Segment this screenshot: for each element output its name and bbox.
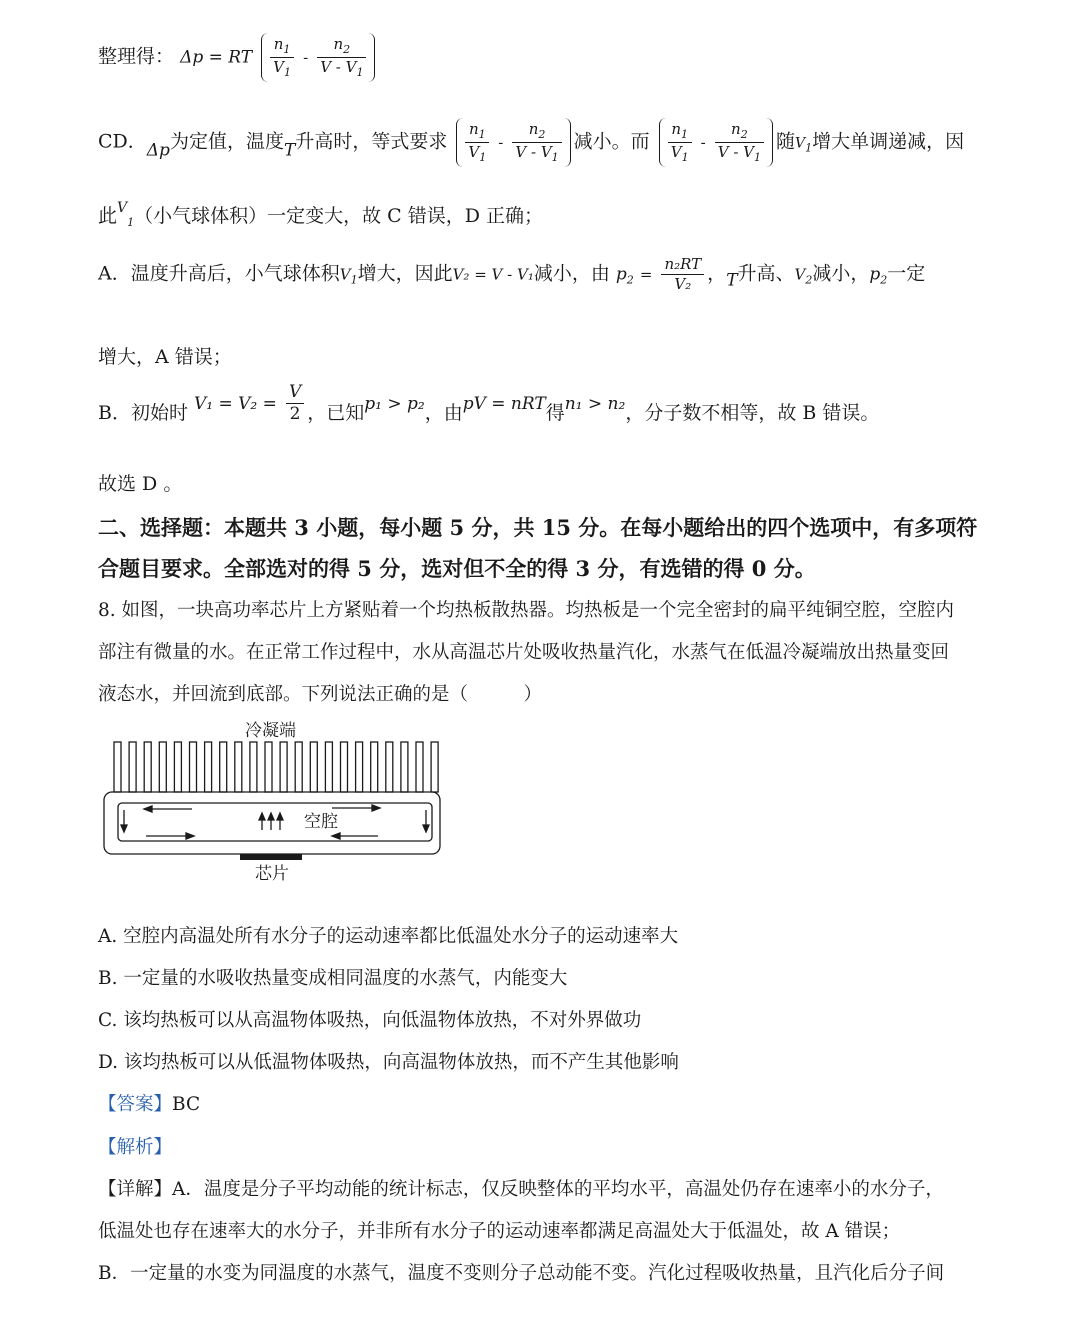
fin	[114, 742, 121, 792]
option-cd-analysis: CD．Δp为定值，温度T升高时，等式要求 $\frac{n_1}{V_1}$ - $\frac{n_2}{V - V_1}$ 减小。而 $\frac{n_1}{V_1}$ - $\frac{n_2}{V - V_1}$ 随$V_1$增大单调递减，因	[98, 118, 964, 167]
detail-line1: 【详解】A．温度是分子平均动能的统计标志，仅反映整体的平均水平，高温处仍存在速率小的水分子，	[98, 1179, 944, 1200]
chip	[240, 854, 302, 860]
option-b: B. 一定量的水吸收热量变成相同温度的水蒸气，内能变大	[98, 968, 568, 989]
section-heading-line2: 合题目要求。全部选对的得 5 分，选对但不全的得 3 分，有选错的得 0 分。	[98, 556, 816, 581]
fraction-group: $\frac{n_1}{V_1}$ - $\frac{n_2}{V - V_1}$	[659, 118, 773, 167]
analysis-line	[98, 1137, 172, 1159]
option-b-analysis: B．初始时 V₁ = V₂ = $\frac{V}{2}$ ，已知p₁ > p₂，由pV = nRT得n₁ > n₂，分子数不相等，故 B 错误。	[98, 382, 880, 425]
fin	[144, 742, 151, 792]
question-8-line1: 8. 如图，一块高功率芯片上方紧贴着一个均热板散热器。均热板是一个完全密封的扁平纯铜空腔，空腔内	[98, 600, 955, 621]
question-8-line2: 部注有微量的水。在正常工作过程中，水从高温芯片处吸收热量汽化，水蒸气在低温冷凝端放出热量变回	[98, 642, 950, 663]
fin	[235, 742, 242, 792]
option-c: C. 该均热板可以从高温物体吸热，向低温物体放热，不对外界做功	[98, 1010, 642, 1031]
detail-line3: B．一定量的水变为同温度的水蒸气，温度不变则分子总动能不变。汽化过程吸收热量，且汽化后分子间	[98, 1263, 945, 1284]
fin	[401, 742, 408, 792]
fin	[129, 742, 136, 792]
equation-lhs: Δp = RT	[180, 47, 253, 68]
cavity-label: 空腔	[304, 812, 338, 832]
fin	[325, 742, 332, 792]
fin	[310, 742, 317, 792]
detail-tag: 【详解】	[98, 1179, 173, 1200]
fin	[295, 742, 302, 792]
section-heading-line1: 二、选择题：本题共 3 小题，每小题 5 分，共 15 分。在每小题给出的四个选项中，有多项符	[98, 515, 978, 540]
fin	[265, 742, 272, 792]
analysis-tag: 【解析】	[98, 1137, 173, 1158]
condenser-label: 冷凝端	[245, 721, 296, 741]
final-choice: 故选 D 。	[98, 473, 183, 495]
fraction-group: $\frac{n_1}{V_1}$ - $\frac{n_2}{V - V_1}$	[456, 118, 570, 167]
fin	[174, 742, 181, 792]
fin	[280, 742, 287, 792]
fin	[371, 742, 378, 792]
fin	[341, 742, 348, 792]
answer-line	[98, 1094, 200, 1116]
answer-value: BC	[172, 1094, 201, 1115]
vapor-chamber-diagram	[100, 712, 460, 882]
fin	[356, 742, 363, 792]
fin	[431, 742, 438, 792]
fin	[250, 742, 257, 792]
option-a: A. 空腔内高温处所有水分子的运动速率都比低温处水分子的运动速率大	[98, 926, 679, 947]
option-d: D. 该均热板可以从低温物体吸热，向高温物体放热，而不产生其他影响	[98, 1052, 679, 1073]
fin	[159, 742, 166, 792]
chip-label: 芯片	[255, 864, 289, 882]
fin	[205, 742, 212, 792]
fin	[190, 742, 197, 792]
derivation-line	[98, 33, 378, 82]
option-a-conclusion: 增大，A 错误；	[98, 346, 232, 368]
fin	[386, 742, 393, 792]
question-8-line3: 液态水，并回流到底部。下列说法正确的是（ ）	[98, 684, 543, 705]
fin	[416, 742, 423, 792]
chamber-outer	[104, 792, 440, 854]
fin	[220, 742, 227, 792]
detail-line2: 低温处也存在速率大的水分子，并非所有水分子的运动速率都满足高温处大于低温处，故 A 错误；	[98, 1221, 901, 1242]
derivation-prefix: 整理得：	[98, 45, 175, 68]
answer-tag: 【答案】	[98, 1094, 173, 1115]
option-cd-conclusion: 此$^V_1$（小气球体积）一定变大，故 C 错误，D 正确；	[98, 200, 544, 229]
fraction-group: $\frac{n_1}{V_1}$ - $\frac{n_2}{V - V_1}$	[261, 33, 375, 82]
option-a-analysis: A．温度升高后，小气球体积$V_1$增大，因此V₂ = V - V₁减小，由 $p_2$ = $\frac{\text{n₂RT}}{\text{V₂}}$ ，T升高、$V_2$减小，$p_2$一定	[98, 255, 926, 293]
